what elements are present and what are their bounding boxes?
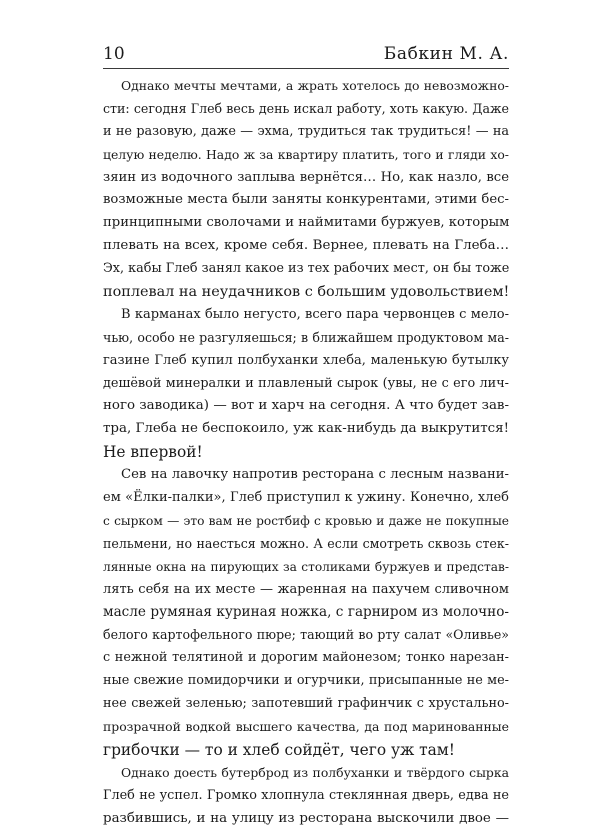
text-line: тра, Глеба не беспокоило, уж как-нибудь да выкрутится!: [103, 418, 509, 441]
text-line: лять себя на их месте — жаренная на пахучем сливочном: [103, 579, 509, 602]
text-line: возможные места были заняты конкурентами, этими бес-: [103, 189, 509, 212]
text-line: Не впервой!: [103, 441, 509, 464]
text-line: пельмени, но наесться можно. А если смотреть сквозь стек-: [103, 533, 509, 556]
text-line: разбившись, и на улицу из ресторана выскочили двое —: [103, 808, 509, 830]
text-line: лянные окна на пирующих за столиками буржуев и представ-: [103, 556, 509, 579]
text-line: и не разовую, даже — эхма, трудиться так трудиться! — на: [103, 121, 509, 144]
text-line: Однако доесть бутерброд из полбуханки и твёрдого сырка: [103, 762, 509, 785]
text-line: сти: сегодня Глеб весь день искал работу, хоть какую. Даже: [103, 98, 509, 121]
header-rule: [103, 68, 509, 69]
text-line: Однако мечты мечтами, а жрать хотелось до невозможно-: [103, 75, 509, 98]
text-line: грибочки — то и хлеб сойдёт, чего уж там!: [103, 739, 509, 762]
text-line: нее свежей зеленью; запотевший графинчик с хрустально-: [103, 693, 509, 716]
author-name: Бабкин М. А.: [384, 44, 509, 64]
text-line: ем «Ёлки-палки», Глеб приступил к ужину. Конечно, хлеб: [103, 487, 509, 510]
text-line: белого картофельного пюре; тающий во рту салат «Оливье»: [103, 624, 509, 647]
text-line: Сев на лавочку напротив ресторана с лесным названи-: [103, 464, 509, 487]
text-line: ные свежие помидорчики и огурчики, присыпанные не ме-: [103, 670, 509, 693]
page-number: 10: [103, 44, 125, 64]
text-line: Глеб не успел. Громко хлопнула стеклянная дверь, едва не: [103, 785, 509, 808]
text-line: с сырком — это вам не ростбиф с кровью и даже не покупные: [103, 510, 509, 533]
paragraph-4: [103, 762, 509, 830]
paragraph-1: [103, 75, 509, 304]
text-line: дешёвой минералки и плавленый сырок (увы, не с его лич-: [103, 373, 509, 396]
text-line: поплевал на неудачников с большим удовольствием!: [103, 281, 509, 304]
body-text: [103, 75, 509, 830]
text-line: масле румяная куриная ножка, с гарниром из молочно-: [103, 601, 509, 624]
text-line: ного заводика) — вот и харч на сегодня. А что будет зав-: [103, 395, 509, 418]
text-line: чью, особо не разгуляешься; в ближайшем продуктовом ма-: [103, 327, 509, 350]
text-line: целую неделю. Надо ж за квартиру платить, того и гляди хо-: [103, 144, 509, 167]
paragraph-2: [103, 304, 509, 464]
text-line: с нежной телятиной и дорогим майонезом; тонко нарезан-: [103, 647, 509, 670]
running-head: [103, 44, 509, 68]
text-line: плевать на всех, кроме себя. Вернее, плевать на Глеба…: [103, 235, 509, 258]
text-line: прозрачной водкой высшего качества, да под маринованные: [103, 716, 509, 739]
text-line: зяин из водочного заплыва вернётся… Но, как назло, все: [103, 167, 509, 190]
text-line: Эх, кабы Глеб занял какое из тех рабочих мест, он бы тоже: [103, 258, 509, 281]
text-line: В карманах было негусто, всего пара червонцев с мело-: [103, 304, 509, 327]
text-line: газине Глеб купил полбуханки хлеба, маленькую бутылку: [103, 350, 509, 373]
text-line: принципными сволочами и наймитами буржуев, которым: [103, 212, 509, 235]
paragraph-3: [103, 464, 509, 762]
